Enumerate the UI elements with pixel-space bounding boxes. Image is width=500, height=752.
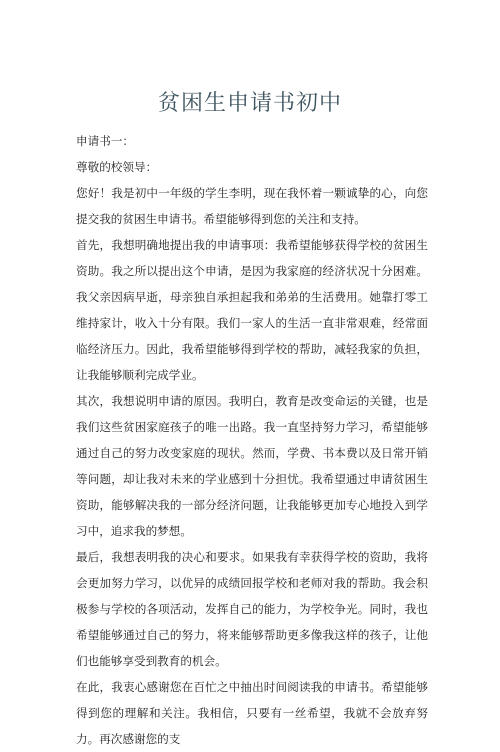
paragraph-last: 最后，我想表明我的决心和要求。如果我有幸获得学校的资助，我将会更加努力学习，以优异的成绩回报学校和老师对我的帮助。我会积极参与学校的各项活动，发挥自己的能力，为学校争光。同时，我也希望能够通过自己的努力，将来能够帮助更多像我这样的孩子，让他们也能够享受到教育的机会。 bbox=[76, 550, 428, 668]
paragraph-greeting: 您好！我是初中一年级的学生李明，现在我怀着一颗诚挚的心，向您提交我的贫困生申请书。希望能够得到您的关注和支持。 bbox=[76, 186, 428, 226]
paragraph-heading: 申请书一： bbox=[76, 134, 134, 148]
paragraph-salutation: 尊敬的校领导： bbox=[76, 160, 158, 174]
paragraph-closing: 在此，我衷心感谢您在百忙之中抽出时间阅读我的申请书。希望能够得到您的理解和关注。我相信，只要有一丝希望，我就不会放弃努力。再次感谢您的支 bbox=[76, 680, 428, 746]
document-title: 贫困生申请书初中 bbox=[157, 91, 342, 116]
document-body bbox=[76, 128, 428, 752]
paragraph-second: 其次，我想说明申请的原因。我明白，教育是改变命运的关键，也是我们这些贫困家庭孩子的唯一出路。我一直坚持努力学习，希望能够通过自己的努力改变家庭的现状。然而，学费、书本费以及日常开销等问题，却让我对未来的学业感到十分担忧。我希望通过申请贫困生资助，能够解决我的一部分经济问题，让我能够更加专心地投入到学习中，追求我的梦想。 bbox=[76, 394, 428, 538]
paragraph-first: 首先，我想明确地提出我的申请事项：我希望能够获得学校的贫困生资助。我之所以提出这个申请，是因为我家庭的经济状况十分困难。我父亲因病早逝，母亲独自承担起我和弟弟的生活费用。她靠打零工维持家计，收入十分有限。我们一家人的生活一直非常艰难，经常面临经济压力。因此，我希望能够得到学校的帮助，减轻我家的负担，让我能够顺利完成学业。 bbox=[76, 238, 428, 382]
